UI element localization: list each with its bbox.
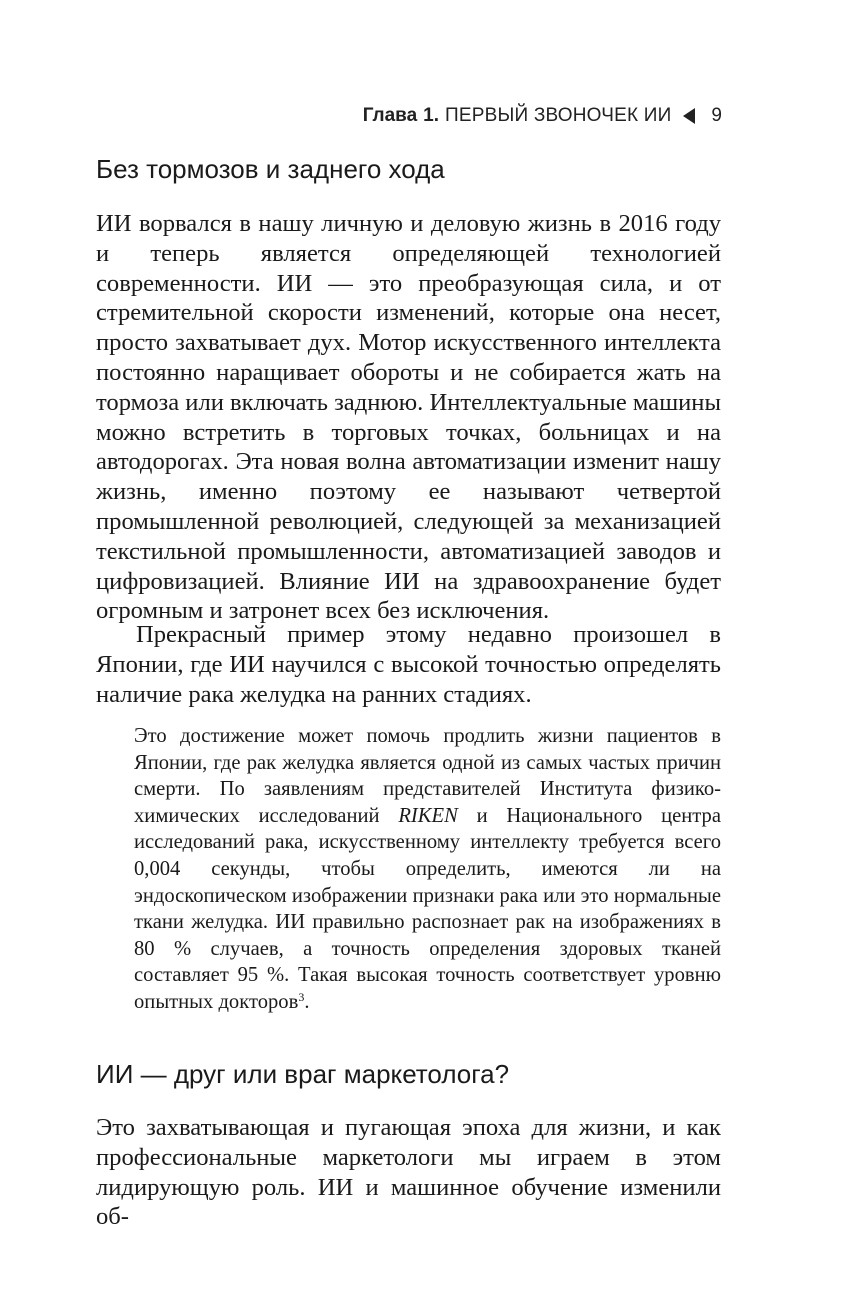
chapter-title: ПЕРВЫЙ ЗВОНОЧЕК ИИ <box>445 105 672 126</box>
quote-text-after: и Национального центра исследований рака, искусственному интеллекту требуется всего 0,004 секунды, чтобы определить, имеются ли на эндоскопическом изображении признаки рака или это нормальные ткани желудка. ИИ правильно распознает рак на изображениях в 80 % случаев, а точность определения здоровых тканей составляет 95 %. Такая высокая точность соответствует уровню опытных докторов <box>134 804 721 1013</box>
quote-end: . <box>304 990 310 1013</box>
footnote-marker: 3 <box>298 989 305 1004</box>
paragraph-ai-revolution: ИИ ворвался в нашу личную и деловую жизнь в 2016 году и теперь является определяющей технологией современности. ИИ — это преобразующая сила, и от стремительной скорости изменений, которые она несет, просто захватывает дух. Мотор искусственного интеллекта постоянно наращивает обороты и не собирается жать на тормоза или включать заднюю. Интеллектуальные машины можно встретить в торговых точках, больницах и на автодорогах. Эта новая волна автоматизации изменит нашу жизнь, именно поэтому ее называют четвертой промышленной революцией, следующей за механизацией текстильной промышленности, автоматизацией заводов и цифровизацией. Влияние ИИ на здравоохранение будет огромным и затронет всех без исключения. <box>96 210 721 625</box>
running-head <box>363 104 722 128</box>
chapter-number: 1. <box>423 105 440 126</box>
paragraph-japan-example: Прекрасный пример этому недавно произошел в Японии, где ИИ научился с высокой точностью определять наличие рака желудка на ранних стадиях. <box>96 621 721 708</box>
chapter-label: Глава <box>362 105 418 126</box>
section-heading-no-brakes: Без тормозов и заднего хода <box>96 154 445 184</box>
quote-text-before: Это достижение может помочь продлить жизни пациентов в Японии, где рак желудка является одной из самых частых причин смерти. По заявлениям представителей Института физико-химических исследований <box>134 725 721 827</box>
triangle-left-icon <box>683 108 695 124</box>
quote-italic-riken: RIKEN <box>398 804 458 827</box>
page-number: 9 <box>711 105 722 126</box>
section-heading-friend-or-foe: ИИ — друг или враг маркетолога? <box>96 1059 510 1089</box>
paragraph-marketers-era: Это захватывающая и пугающая эпоха для жизни, и как профессиональные маркетологи мы играем в этом лидирующую роль. ИИ и машинное обучение изменили об- <box>96 1114 721 1231</box>
block-quote-riken <box>134 723 721 1016</box>
